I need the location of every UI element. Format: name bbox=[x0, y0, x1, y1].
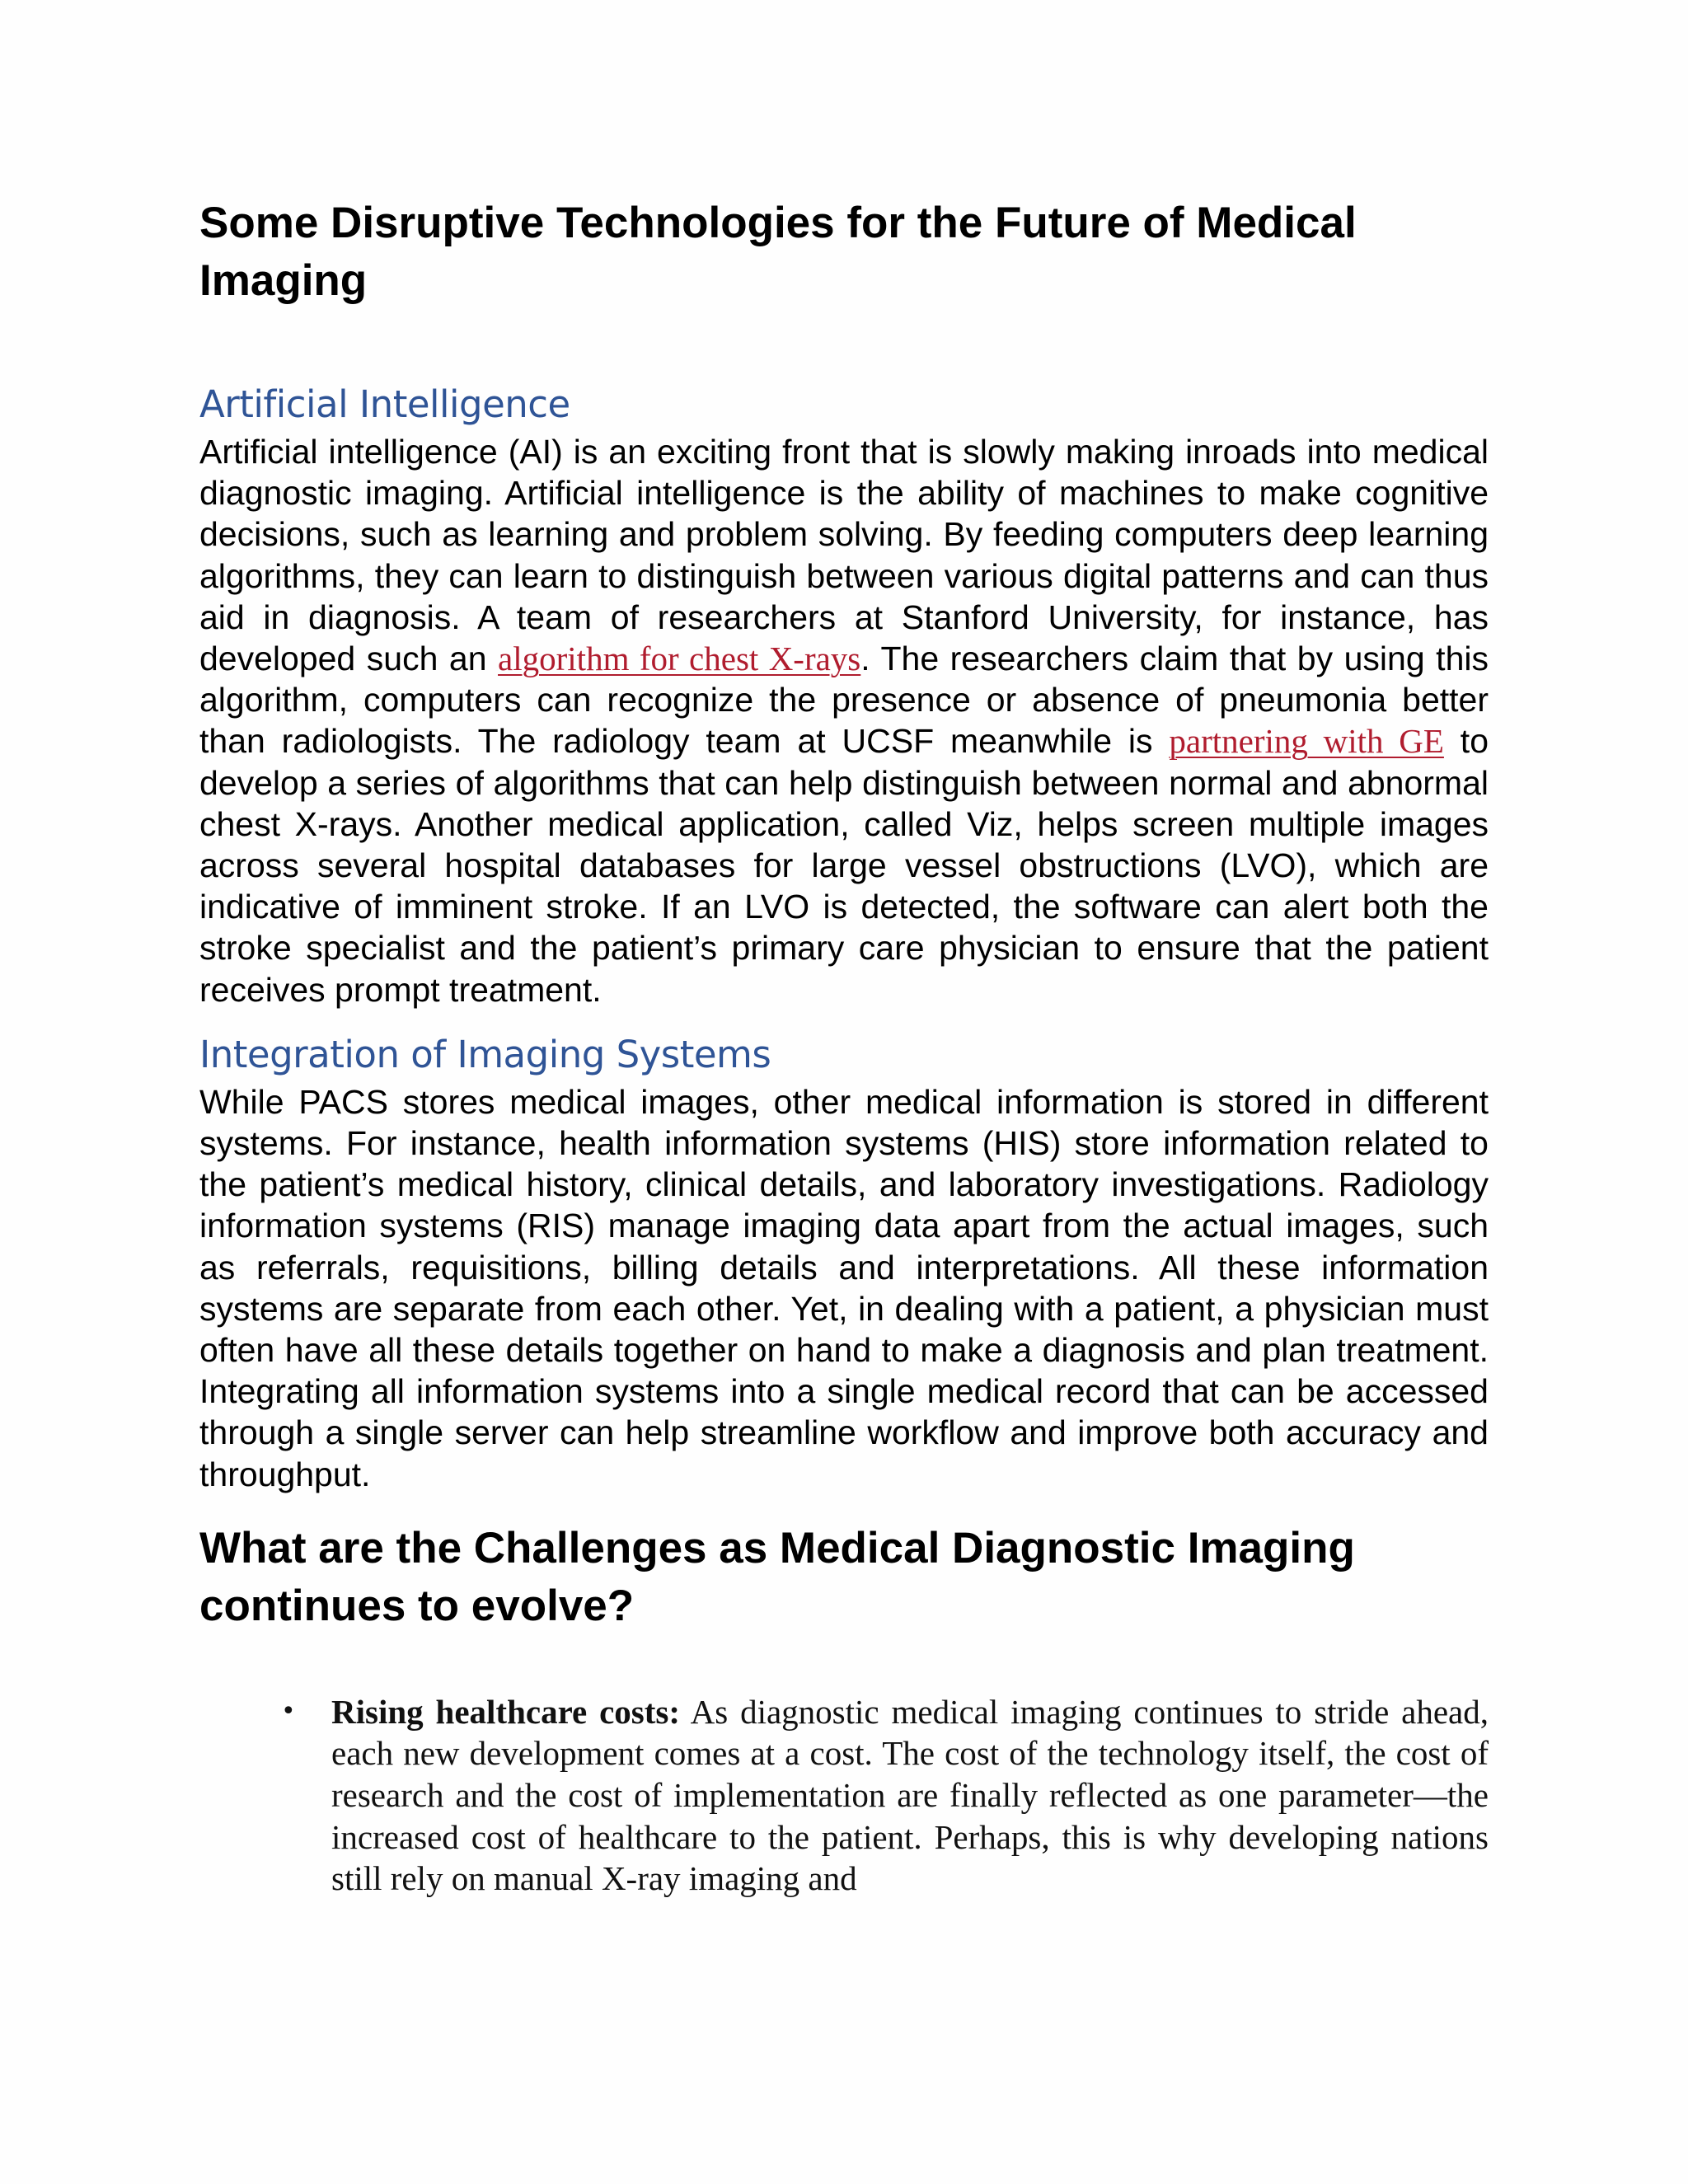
list-item bbox=[199, 1691, 1489, 1900]
section-heading-integration: Integration of Imaging Systems bbox=[199, 1032, 771, 1076]
ai-text-part-2: . The researchers claim that by using this algorithm, computers can recognize the presence or absence of pneumonia better than radiologists. The radiology team at UCSF meanwhile is bbox=[199, 640, 1489, 761]
section-heading-ai: Artificial Intelligence bbox=[199, 382, 570, 426]
challenges-heading: What are the Challenges as Medical Diagnostic Imaging continues to evolve? bbox=[199, 1523, 1355, 1630]
ai-text-part-1: Artificial intelligence (AI) is an exciting front that is slowly making inroads into medical diagnostic imaging. Artificial intelligence is the ability of machines to make cognitive decisions, such as learning and problem solving. By feeding computers deep learning algorithms, they can learn to distinguish between various digital patterns and can thus aid in diagnosis. A team of researchers at Stanford University, for instance, has developed such an bbox=[199, 433, 1489, 678]
section-body-integration: While PACS stores medical images, other medical information is stored in different systems. For instance, health information systems (HIS) store information related to the patient’s medical history, clinical details, and laboratory investigations. Radiology information systems (RIS) manage imaging data apart from the actual images, such as referrals, requisitions, billing details and interpretations. All these information systems are separate from each other. Yet, in dealing with a patient, a physician must often have all these details together on hand to make a diagnosis and plan treatment. Integrating all information systems into a single medical record that can be accessed through a single server can help streamline workflow and improve both accuracy and throughput. bbox=[199, 1082, 1489, 1493]
ai-text-part-3: to develop a series of algorithms that can help distinguish between normal and abnormal chest X-rays. Another medical application, called Viz, helps screen multiple images across several hospital databases for large vessel obstructions (LVO), which are indicative of imminent stroke. If an LVO is detected, the software can alert both the stroke specialist and the patient’s primary care physician to ensure that the patient receives prompt treatment. bbox=[199, 722, 1489, 1009]
challenge-term: Rising healthcare costs: bbox=[331, 1692, 681, 1731]
challenges-list bbox=[199, 1691, 1489, 1900]
bullet-icon: • bbox=[281, 1696, 296, 1726]
link-partnering-with-ge[interactable]: partnering with GE bbox=[1169, 722, 1444, 761]
page-title: Some Disruptive Technologies for the Future of Medical Imaging bbox=[199, 199, 1357, 305]
link-algorithm-chest-xrays[interactable]: algorithm for chest X-rays bbox=[498, 640, 861, 678]
challenge-text: As diagnostic medical imaging continues to stride ahead, each new development comes at a cost. The cost of the technology itself, the cost of research and the cost of implementation are finally reflected as one parameter—the increased cost of healthcare to the patient. Perhaps, this is why developing nations still rely on manual X-ray imaging and bbox=[331, 1692, 1489, 1898]
document-content bbox=[199, 194, 1489, 1900]
section-body-ai bbox=[199, 431, 1489, 1010]
